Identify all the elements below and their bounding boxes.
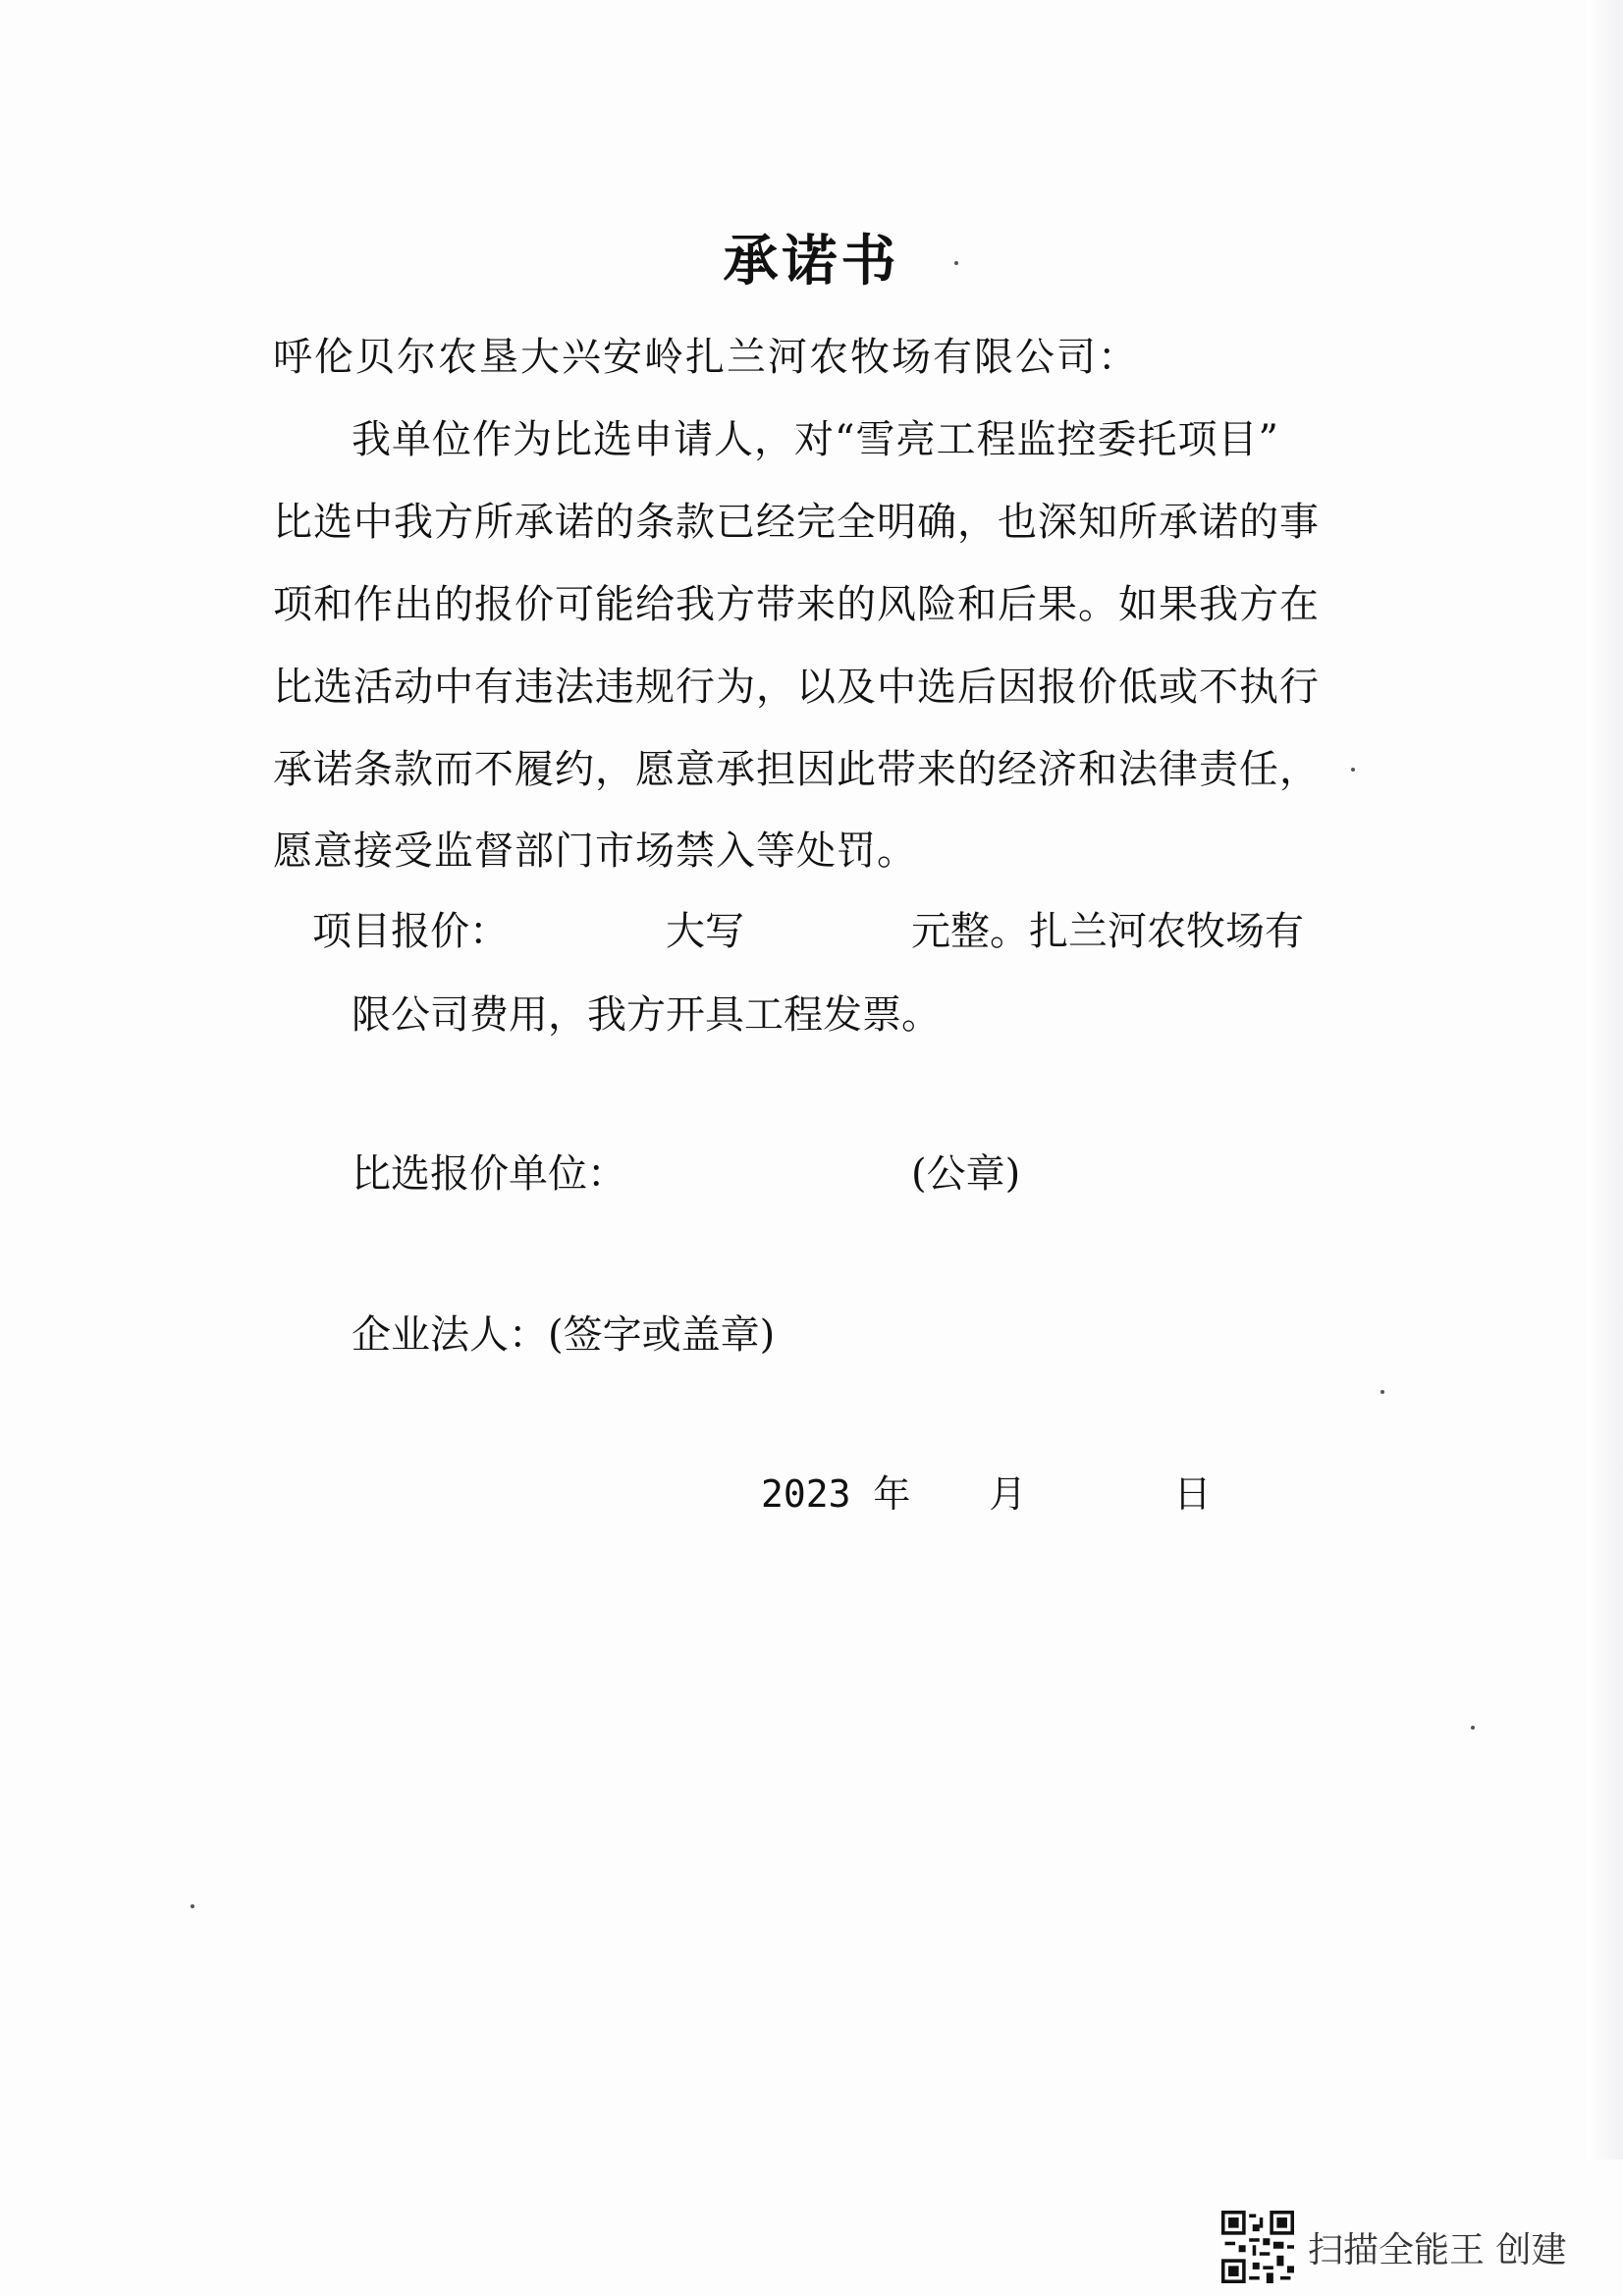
scan-speck bbox=[1380, 1390, 1384, 1394]
document-title: 承诺书 bbox=[723, 229, 900, 294]
addressee: 呼伦贝尔农垦大兴安岭扎兰河农牧场有限公司： bbox=[273, 335, 1139, 380]
scan-speck bbox=[954, 261, 958, 265]
date-year: 2023 bbox=[761, 1472, 851, 1516]
scan-speck bbox=[1471, 1726, 1475, 1730]
date-day-char: 日 bbox=[1173, 1472, 1212, 1516]
scan-speck bbox=[1351, 768, 1355, 772]
paragraph-line-4: 比选活动中有违法违规行为，以及中选后因报价低或不执行 bbox=[273, 665, 1320, 710]
paragraph-line-6: 愿意接受监督部门市场禁入等处罚。 bbox=[273, 828, 917, 874]
quote-row bbox=[312, 908, 1304, 955]
paragraph-line-1: 我单位作为比选申请人，对“雪亮工程监控委托项目” bbox=[352, 417, 1279, 462]
date-row bbox=[761, 1470, 1211, 1518]
quote-label: 项目报价： bbox=[312, 909, 509, 954]
date-year-char: 年 bbox=[873, 1472, 911, 1516]
qr-code-icon bbox=[1221, 2211, 1294, 2283]
bidding-unit-row bbox=[352, 1150, 1020, 1198]
scan-speck bbox=[190, 1904, 194, 1908]
scan-shadow-edge bbox=[1588, 0, 1623, 2160]
quote-continuation: 限公司费用，我方开具工程发票。 bbox=[352, 992, 941, 1038]
quote-unit-text: 元整。扎兰河农牧场有 bbox=[911, 909, 1304, 954]
paragraph-line-3: 项和作出的报价可能给我方带来的风险和后果。如果我方在 bbox=[273, 582, 1320, 627]
bidding-unit-label: 比选报价单位： bbox=[352, 1151, 626, 1197]
watermark-text: 扫描全能王 创建 bbox=[1308, 2229, 1567, 2270]
seal-label: (公章) bbox=[911, 1151, 1021, 1197]
paragraph-line-5: 承诺条款而不履约，愿意承担因此带来的经济和法律责任， bbox=[273, 747, 1320, 792]
paragraph-line-2: 比选中我方所承诺的条款已经完全明确，也深知所承诺的事 bbox=[273, 500, 1320, 545]
date-month-char: 月 bbox=[989, 1472, 1027, 1516]
legal-representative-row: 企业法人：(签字或盖章) bbox=[352, 1312, 776, 1358]
scanner-watermark bbox=[1221, 2209, 1566, 2285]
capital-label: 大写 bbox=[666, 909, 744, 954]
